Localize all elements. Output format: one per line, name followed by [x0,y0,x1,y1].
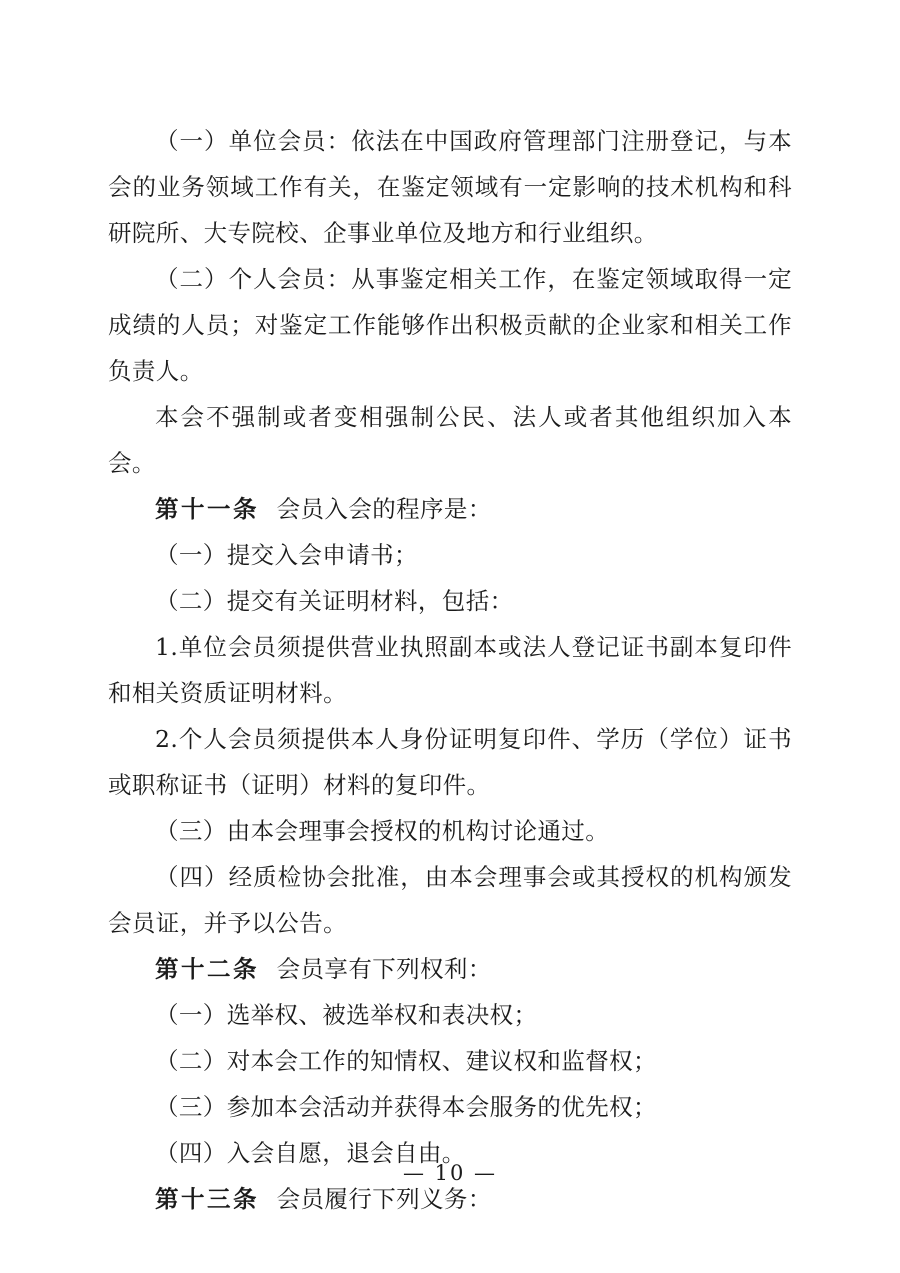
paragraph-article-11 [108,486,792,532]
paragraph-11-2-1: 1.单位会员须提供营业执照副本或法人登记证书副本复印件和相关资质证明材料。 [108,633,792,707]
document-body [108,118,792,1222]
article-12-title: 第十二条 [155,955,259,983]
article-13-text: 会员履行下列义务： [276,1185,492,1213]
article-11-text: 会员入会的程序是： [276,495,492,523]
article-12-text: 会员享有下列权利： [276,955,492,983]
paragraph-11-2-2: 2.个人会员须提供本人身份证明复印件、学历（学位）证书或职称证书（证明）材料的复印件。 [108,725,792,799]
paragraph-article-12 [108,946,792,992]
paragraph-11-3: （三）由本会理事会授权的机构讨论通过。 [155,817,610,845]
paragraph-11-1: （一）提交入会申请书； [155,541,418,569]
page-number: — 10 — [402,1161,498,1185]
paragraph-12-4: （四）入会自愿，退会自由。 [155,1139,466,1167]
paragraph-12-3: （三）参加本会活动并获得本会服务的优先权； [155,1093,657,1121]
paragraph-no-compulsion: 本会不强制或者变相强制公民、法人或者其他组织加入本会。 [108,403,792,477]
paragraph-12-2: （二）对本会工作的知情权、建议权和监督权； [155,1047,657,1075]
paragraph-12-1: （一）选举权、被选举权和表决权； [155,1001,538,1029]
paragraph-unit-member: （一）单位会员：依法在中国政府管理部门注册登记，与本会的业务领域工作有关，在鉴定领域有一定影响的技术机构和科研院所、大专院校、企事业单位及地方和行业组织。 [108,127,792,247]
paragraph-11-4: （四）经质检协会批准，由本会理事会或其授权的机构颁发会员证，并予以公告。 [108,863,792,937]
paragraph-11-2: （二）提交有关证明材料，包括： [155,587,514,615]
article-11-title: 第十一条 [155,495,259,523]
paragraph-individual-member: （二）个人会员：从事鉴定相关工作，在鉴定领域取得一定成绩的人员；对鉴定工作能够作出积极贡献的企业家和相关工作负责人。 [108,265,792,385]
article-13-title: 第十三条 [155,1185,259,1213]
